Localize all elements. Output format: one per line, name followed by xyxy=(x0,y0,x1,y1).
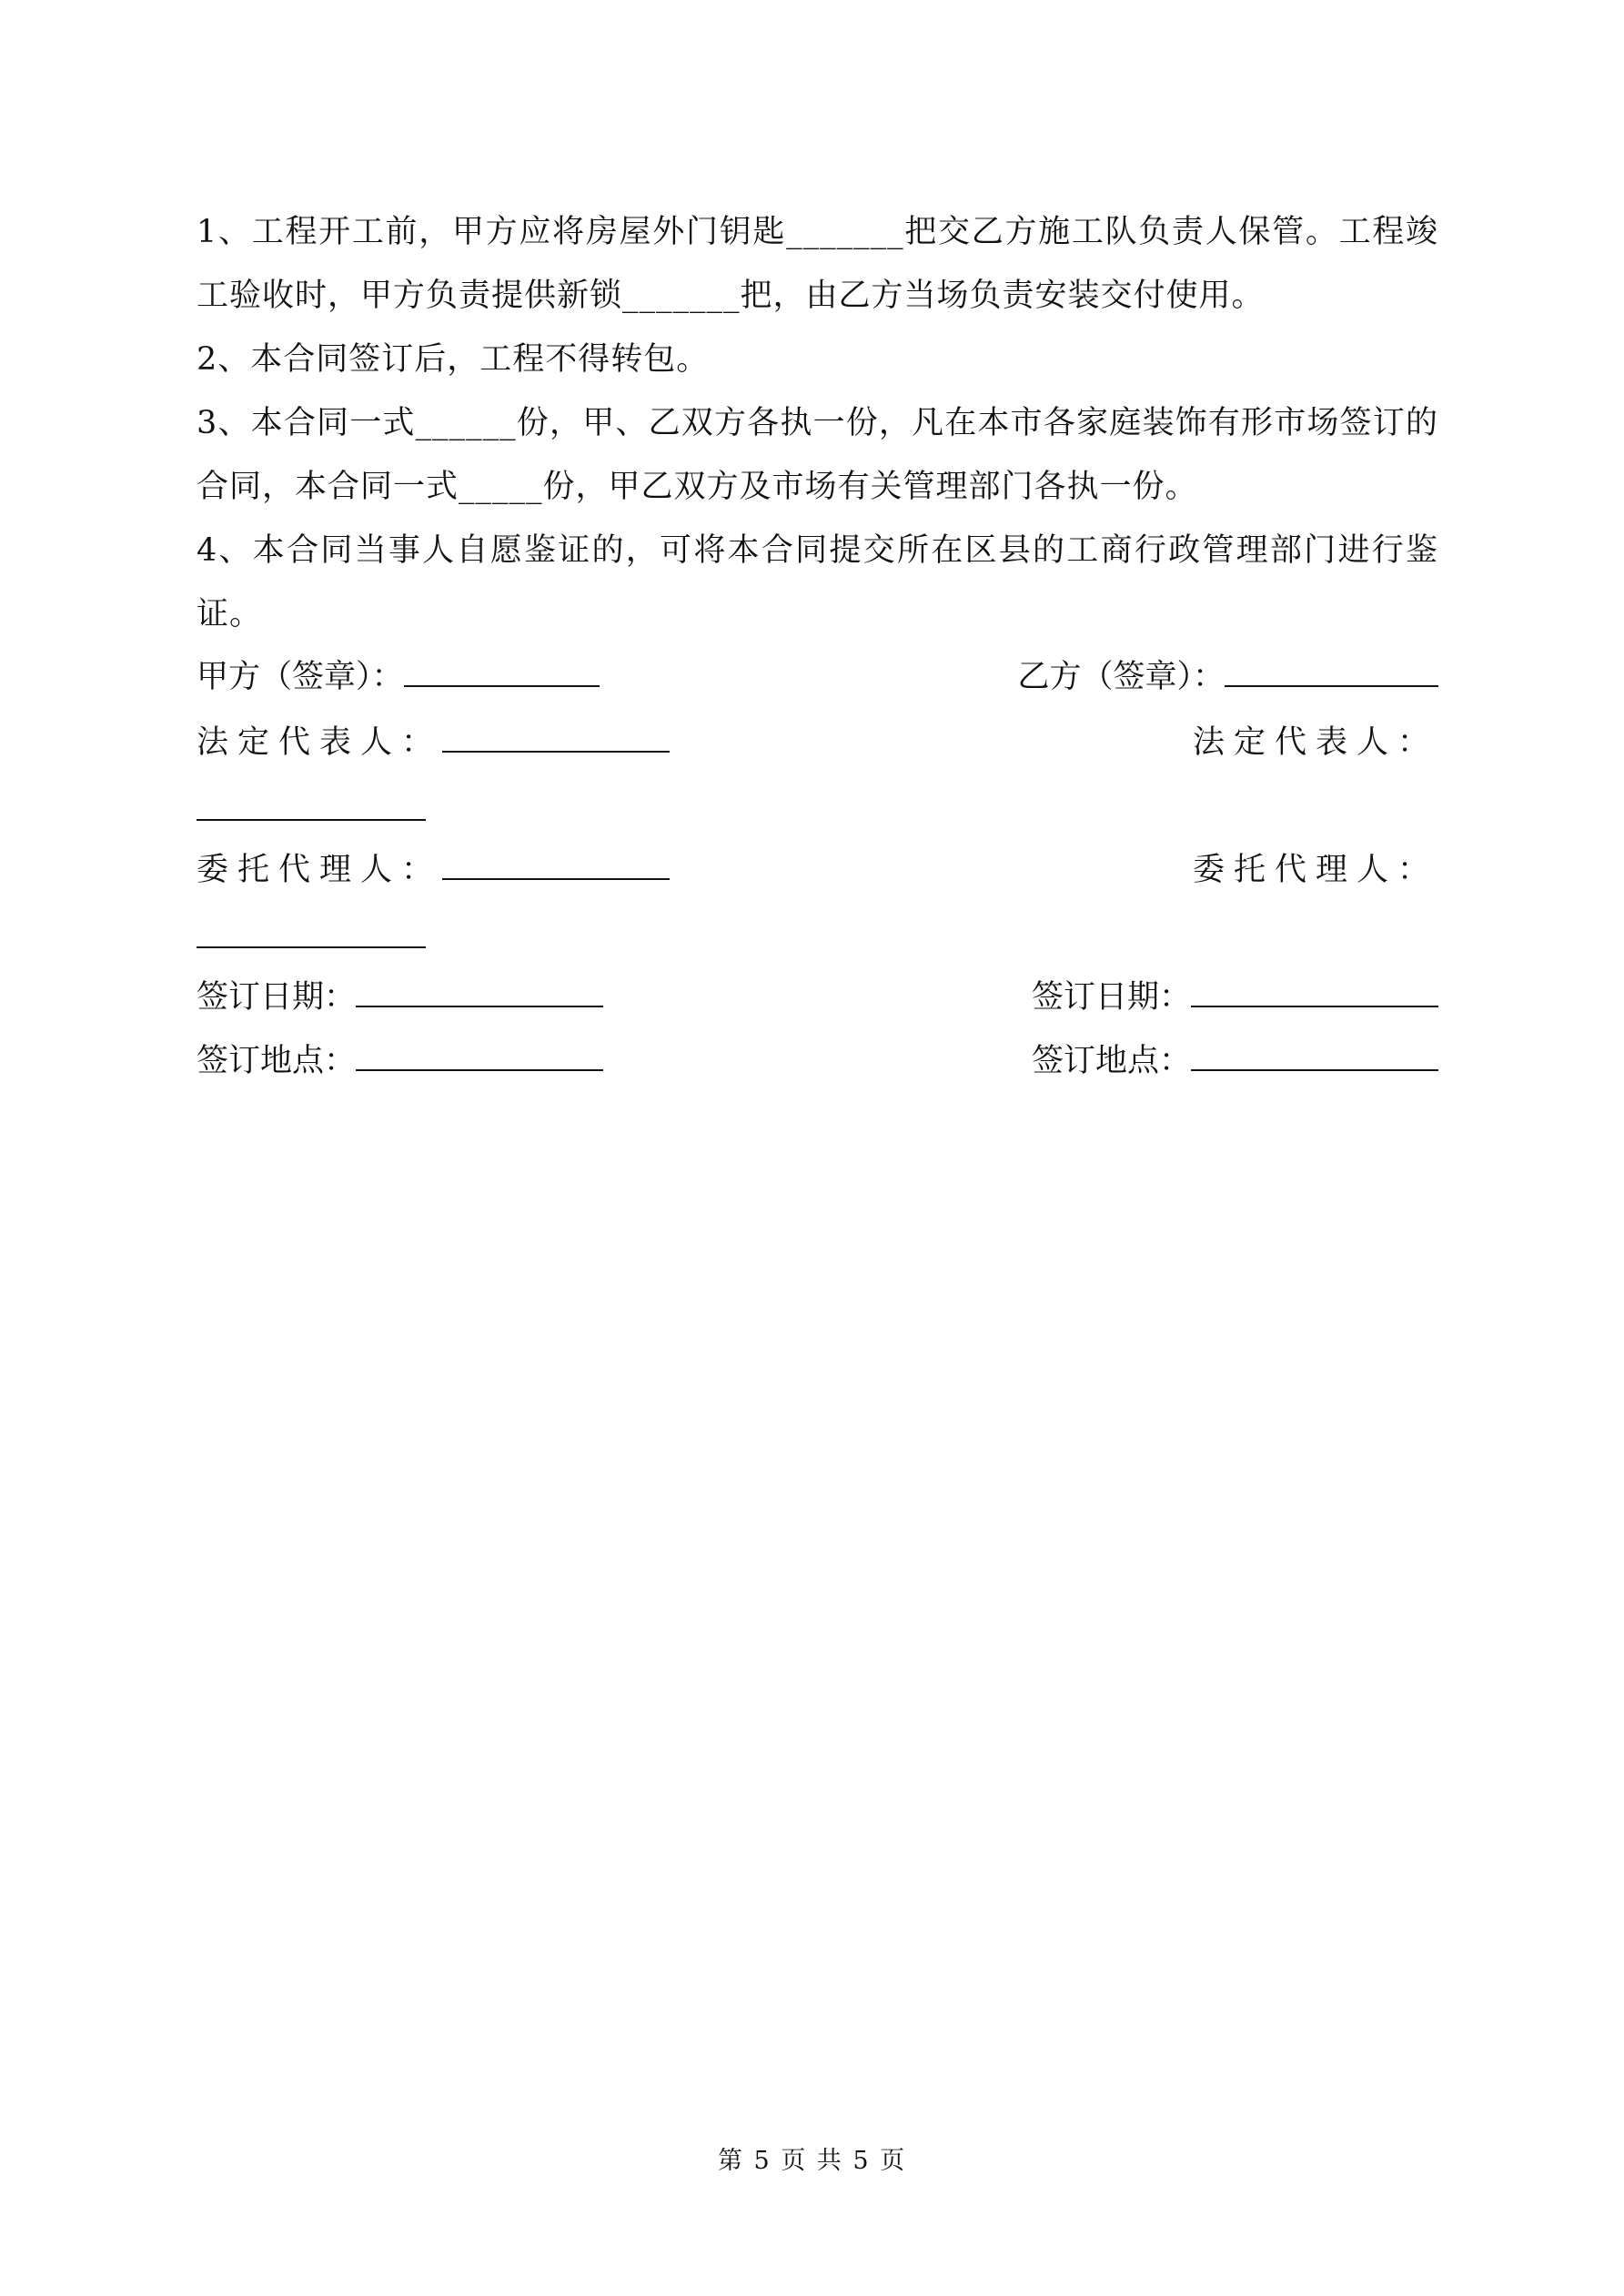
clause-1: 1、工程开工前，甲方应将房屋外门钥匙_______把交乙方施工队负责人保管。工程竣工验收时，甲方负责提供新锁_______把，由乙方当场负责安装交付使用。 xyxy=(197,214,1438,314)
agent-right-label: 委托代理人： xyxy=(1192,852,1438,888)
sign-place-right-label: 签订地点： xyxy=(1031,1043,1191,1079)
party-b-seal-blank xyxy=(1225,658,1438,687)
sign-place-right-row xyxy=(1032,1041,1438,1081)
party-a-seal-blank xyxy=(404,658,600,687)
sign-date-right-blank xyxy=(1191,978,1438,1007)
party-b-seal-row xyxy=(1017,657,1438,697)
sign-date-right-row xyxy=(1032,977,1438,1017)
legal-rep-right-row xyxy=(1193,723,1438,763)
agent-left-row xyxy=(197,850,670,890)
party-a-seal-row xyxy=(197,657,600,697)
party-b-seal-label: 乙方（签章）： xyxy=(1017,659,1225,695)
sign-place-left-row xyxy=(197,1041,603,1081)
clause-2: 2、本合同签订后，工程不得转包。 xyxy=(197,341,710,378)
page-number-footer: 第 5 页 共 5 页 xyxy=(717,2147,907,2175)
legal-rep-right-label: 法定代表人： xyxy=(1192,724,1438,761)
sign-date-left-label: 签订日期： xyxy=(197,979,357,1016)
sign-date-left-row xyxy=(197,977,603,1017)
agent-left-label: 委托代理人： xyxy=(197,852,443,888)
sign-date-right-label: 签订日期： xyxy=(1031,979,1191,1016)
clause-3: 3、本合同一式______份，甲、乙双方各执一份，凡在本市各家庭装饰有形市场签订的合同，本合同一式_____份，甲乙双方及市场有关管理部门各执一份。 xyxy=(197,405,1438,505)
agent-left-blank xyxy=(442,851,670,880)
agent-right-row xyxy=(1193,850,1438,890)
sign-place-left-label: 签订地点： xyxy=(197,1043,357,1079)
legal-rep-left-blank xyxy=(442,723,670,753)
legal-rep-right-blank xyxy=(197,819,426,821)
agent-right-blank xyxy=(197,946,426,948)
clause-4: 4、本合同当事人自愿鉴证的，可将本合同提交所在区县的工商行政管理部门进行鉴证。 xyxy=(197,532,1438,632)
sign-date-left-blank xyxy=(356,978,603,1007)
legal-rep-left-label: 法定代表人： xyxy=(197,724,443,761)
party-a-seal-label: 甲方（签章）： xyxy=(197,659,404,695)
sign-place-right-blank xyxy=(1191,1042,1438,1071)
sign-place-left-blank xyxy=(356,1042,603,1071)
contract-clauses xyxy=(197,200,1438,646)
legal-rep-left-row xyxy=(197,723,670,763)
